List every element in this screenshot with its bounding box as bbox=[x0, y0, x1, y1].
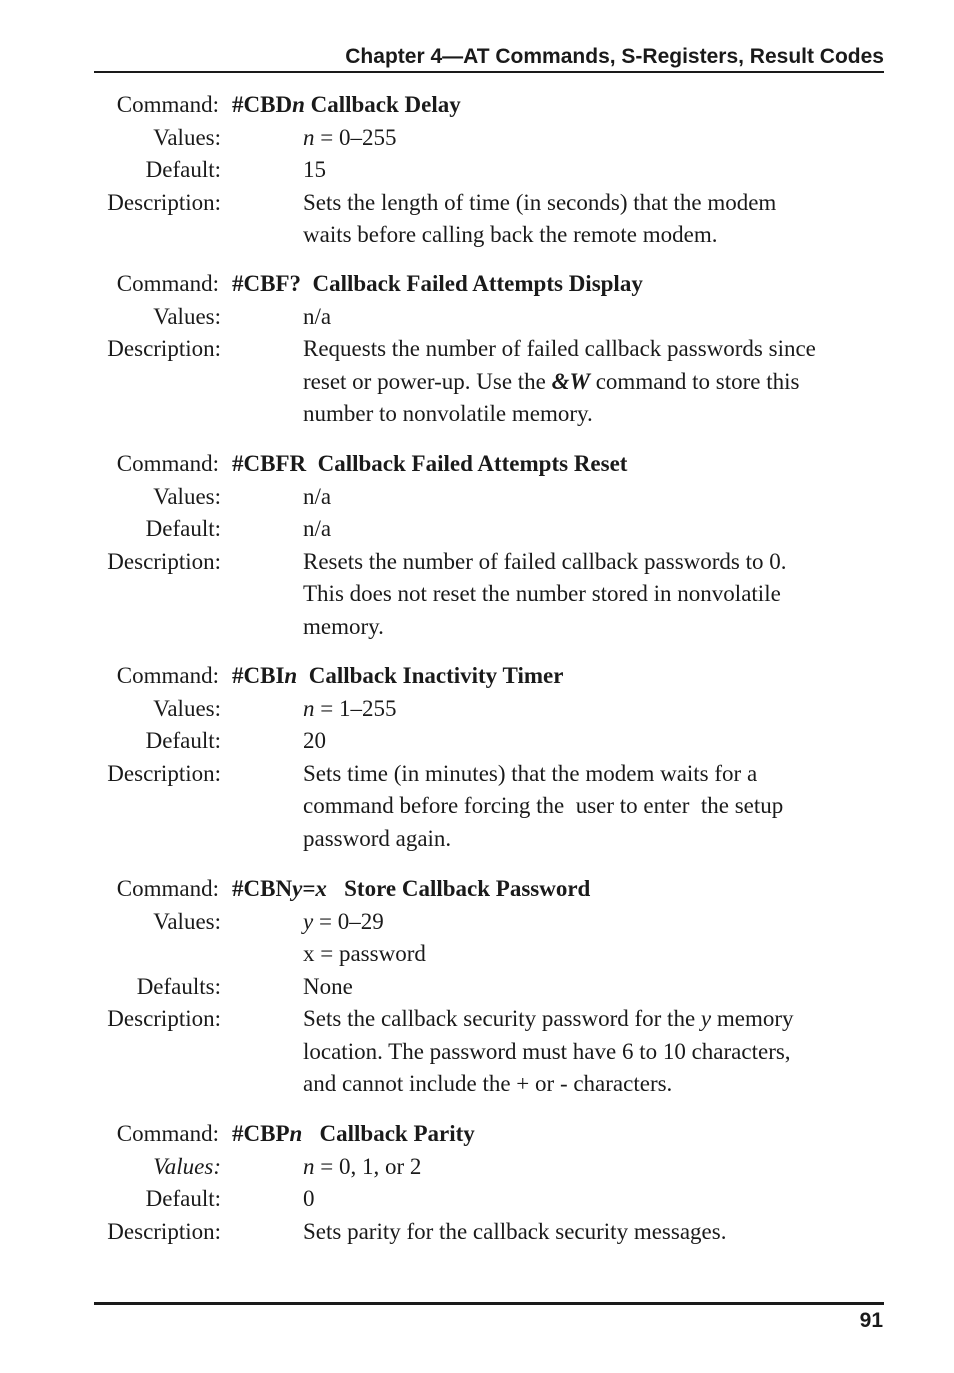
values-label: Values: bbox=[153, 1153, 221, 1179]
command-label: Command: bbox=[116, 271, 219, 296]
defaults-value: None bbox=[303, 973, 353, 999]
values-label: Values: bbox=[153, 124, 221, 150]
values-label: Values: bbox=[153, 908, 221, 934]
values-text: n = 1–255 bbox=[303, 695, 397, 721]
description-text: Sets parity for the callback security messages. bbox=[303, 1218, 727, 1244]
description-label: Description: bbox=[107, 1006, 221, 1031]
values-text: n/a bbox=[303, 483, 332, 509]
description-text: Requests the number of failed callback passwords since reset or power-up. Use the &W command to store this number to nonvolatile memory. bbox=[303, 336, 816, 426]
page-number: 91 bbox=[859, 1309, 883, 1332]
description-text: Sets the callback security password for the y memory location. The password must have 6 to 10 characters, and cannot include the + or - characters. bbox=[303, 1006, 794, 1096]
header-rule bbox=[94, 71, 884, 73]
description-text: Sets time (in minutes) that the modem waits for a command before forcing the user to enter the setup password again. bbox=[303, 760, 784, 851]
default-value: 15 bbox=[303, 157, 326, 182]
command-label: Command: bbox=[116, 451, 219, 476]
default-value: 0 bbox=[303, 1186, 315, 1211]
description-label: Description: bbox=[107, 189, 221, 215]
command-label: Command: bbox=[116, 663, 219, 688]
command-entry-cbfr bbox=[0, 448, 954, 639]
footer-rule bbox=[94, 1302, 884, 1305]
command-title: #CBPn Callback Parity bbox=[232, 1121, 475, 1146]
values-label: Values: bbox=[153, 303, 221, 329]
description-text: Resets the number of failed callback passwords to 0. This does not reset the number stored in nonvolatile memory. bbox=[303, 548, 787, 639]
default-label: Default: bbox=[145, 157, 221, 182]
values-label: Values: bbox=[153, 695, 221, 721]
command-title: #CBNy=x Store Callback Password bbox=[232, 876, 591, 901]
description-label: Description: bbox=[107, 760, 221, 786]
defaults-label: Defaults: bbox=[136, 973, 221, 999]
default-value: 20 bbox=[303, 728, 326, 753]
values-text: n/a bbox=[303, 303, 332, 329]
command-label: Command: bbox=[116, 876, 219, 901]
command-entry-cbin bbox=[0, 660, 954, 851]
description-label: Description: bbox=[107, 336, 221, 361]
description-text: Sets the length of time (in seconds) that the modem waits before calling back the remote modem. bbox=[303, 189, 777, 247]
command-entry-cbf bbox=[0, 268, 954, 426]
description-label: Description: bbox=[107, 548, 221, 574]
values-text-line2: x = password bbox=[303, 941, 426, 966]
values-text: y = 0–29 bbox=[303, 908, 384, 934]
default-label: Default: bbox=[145, 728, 221, 753]
command-title: #CBF? Callback Failed Attempts Display bbox=[232, 271, 643, 296]
values-text: n = 0, 1, or 2 bbox=[303, 1153, 422, 1179]
command-entry-cbn bbox=[0, 873, 954, 1096]
command-label: Command: bbox=[116, 1121, 219, 1146]
command-entry-cbdn bbox=[0, 89, 954, 247]
values-text: n = 0–255 bbox=[303, 124, 397, 150]
command-label: Command: bbox=[116, 92, 219, 117]
command-title: #CBDn Callback Delay bbox=[232, 92, 461, 117]
running-header: Chapter 4—AT Commands, S-Registers, Result Codes bbox=[345, 45, 884, 68]
values-label: Values: bbox=[153, 483, 221, 509]
default-label: Default: bbox=[145, 516, 221, 541]
command-title: #CBFR Callback Failed Attempts Reset bbox=[232, 451, 628, 476]
description-label: Description: bbox=[107, 1218, 221, 1244]
default-value: n/a bbox=[303, 516, 332, 541]
command-title: #CBIn Callback Inactivity Timer bbox=[232, 663, 564, 688]
command-entry-cbpn bbox=[0, 1118, 954, 1248]
default-label: Default: bbox=[145, 1186, 221, 1211]
